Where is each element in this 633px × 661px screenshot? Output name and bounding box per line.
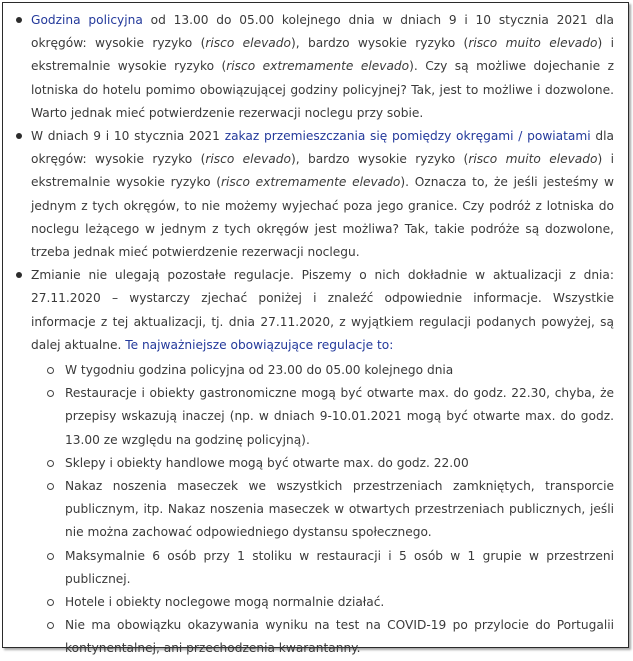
circle-bullet-icon bbox=[47, 622, 54, 629]
key-regulations-link[interactable]: Te najważniejsze obowiązujące regulacje to: bbox=[125, 337, 394, 352]
italic-term: risco muito elevado bbox=[468, 36, 598, 51]
circle-bullet-icon bbox=[47, 553, 54, 560]
sub-list-item bbox=[31, 591, 614, 614]
regulations-list bbox=[13, 9, 614, 661]
text-span: ) i ekstremalnie wysokie ryzyko ( bbox=[31, 152, 614, 190]
movement-ban-link[interactable]: zakaz przemieszczania się pomiędzy okręgami / powiatami bbox=[224, 129, 591, 144]
sub-item-text: Nakaz noszenia maseczek we wszystkich przestrzeniach zamkniętych, transporcie publicznym, itp. Nakaz noszenia maseczek w otwartych przestrzeniach publicznych, jeśli nie można zachować odpowiedniego dystansu społecznego. bbox=[65, 479, 614, 540]
bullet-icon bbox=[16, 272, 22, 278]
text-span: od 13.00 do 05.00 kolejnego dnia w dniach 9 i 10 stycznia 2021 dla okręgów: wysokie ryzyko ( bbox=[31, 13, 614, 51]
article-frame bbox=[2, 2, 629, 656]
circle-bullet-icon bbox=[47, 483, 54, 490]
list-item bbox=[13, 9, 614, 125]
circle-bullet-icon bbox=[47, 599, 54, 606]
sub-list-item bbox=[31, 475, 614, 545]
list-item bbox=[13, 264, 614, 660]
text-span: dla okręgów: wysokie ryzyko ( bbox=[31, 129, 614, 167]
italic-term: risco elevado bbox=[205, 36, 291, 51]
circle-bullet-icon bbox=[47, 390, 54, 397]
circle-bullet-icon bbox=[47, 367, 54, 374]
italic-term: risco muito elevado bbox=[468, 152, 598, 167]
text-span: ), bardzo wysokie ryzyko ( bbox=[290, 152, 469, 167]
bullet-icon bbox=[16, 17, 22, 23]
sub-item-text: Sklepy i obiekty handlowe mogą być otwarte max. do godz. 22.00 bbox=[65, 455, 469, 470]
text-span: ), bardzo wysokie ryzyko ( bbox=[290, 36, 469, 51]
text-span: Zmianie nie ulegają pozostałe regulacje. Piszemy o nich dokładnie w aktualizacji z dnia: 27.11.2020 – wystarczy zjechać poniżej i znaleźć odpowiednie informacje. Wszystkie informacje z tej aktualizacji, tj. dnia 27.11.2020, z wyjątkiem regulacji podanych powyżej, są dalej aktualne. bbox=[31, 268, 614, 352]
sub-list-item bbox=[31, 614, 614, 660]
italic-term: risco elevado bbox=[205, 152, 291, 167]
text-span: ). Czy są możliwe dojechanie z lotniska do hotelu pomimo obowiązującej godziny policyjnej? Tak, jest to możliwe i dozwolone. Warto jednak mieć potwierdzenie rezerwacji noclegu przy sobie. bbox=[31, 59, 614, 120]
sub-list-item bbox=[31, 452, 614, 475]
italic-term: risco extremamente elevado bbox=[221, 175, 401, 190]
text-span: ) i ekstremalnie wysokie ryzyko ( bbox=[31, 36, 614, 74]
text-span: W dniach 9 i 10 stycznia 2021 bbox=[31, 129, 225, 144]
circle-bullet-icon bbox=[47, 460, 54, 467]
italic-term: risco extremamente elevado bbox=[226, 59, 410, 74]
sub-item-text: Restauracje i obiekty gastronomiczne mogą być otwarte max. do godz. 22.30, chyba, że przepisy wskazują inaczej (np. w dniach 9-10.01.2021 mogą być otwarte max. do godz. 13.00 ze względu na godzinę policyjną). bbox=[65, 386, 614, 447]
curfew-link[interactable]: Godzina policyjna bbox=[31, 13, 143, 27]
list-item bbox=[13, 125, 614, 264]
sub-item-text: Hotele i obiekty noclegowe mogą normalnie działać. bbox=[65, 595, 385, 610]
sub-list-item bbox=[31, 359, 614, 382]
bullet-icon bbox=[16, 133, 22, 139]
article-content bbox=[3, 3, 628, 656]
sub-item-text: Maksymalnie 6 osób przy 1 stoliku w restauracji i 5 osób w 1 grupie w przestrzeni publicznej. bbox=[65, 548, 614, 586]
sub-list-item bbox=[31, 545, 614, 591]
sub-item-text: Nie ma obowiązku okazywania wyniku na test na COVID-19 po przylocie do Portugalii kontynentalnej, ani przechodzenia kwarantanny. bbox=[65, 618, 614, 656]
text-span: ). Oznacza to, że jeśli jesteśmy w jednym z tych okręgów, to nie możemy wyjechać poza jego granice. Czy podróż z lotniska do noclegu leżącego w jednym z tych okręgów jest możliwa? Tak, takie podróże są dozwolone, trzeba jednak mieć potwierdzenie rezerwacji noclegu. bbox=[31, 175, 615, 260]
sub-item-text: W tygodniu godzina policyjna od 23.00 do 05.00 kolejnego dnia bbox=[65, 363, 454, 378]
sub-list-item bbox=[31, 382, 614, 452]
sub-list bbox=[31, 359, 614, 661]
